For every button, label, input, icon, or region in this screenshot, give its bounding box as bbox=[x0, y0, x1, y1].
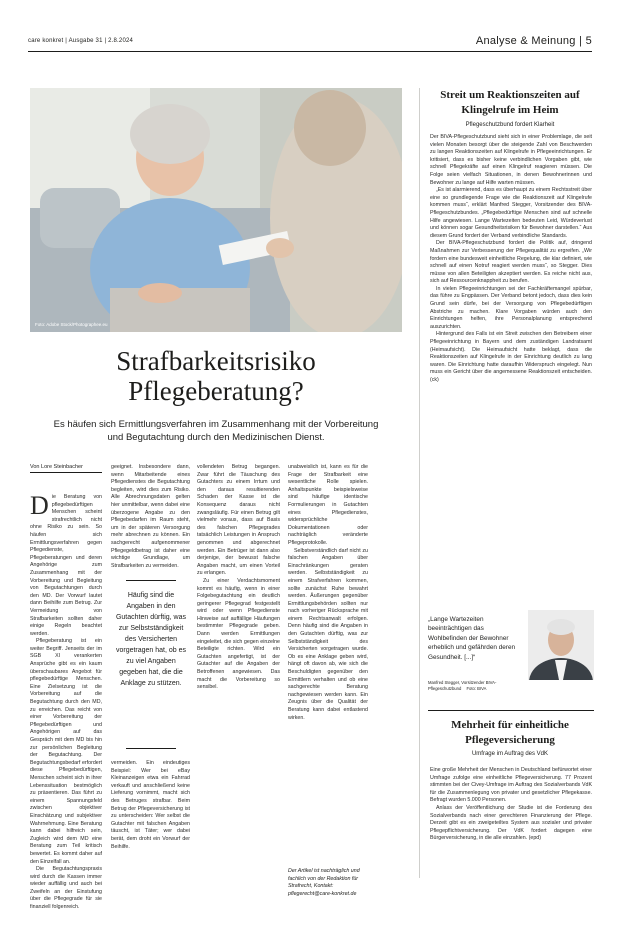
article-column-1 bbox=[30, 491, 102, 912]
headline-line-2: Pflegeberatung? bbox=[128, 376, 304, 406]
paragraph: Die Begutachtungspraxis wird durch die Kassen immer wieder auffällig und auch bei Zweifeln an der Einstufung über die Pflegegrade für sie finanziell folgenreich. bbox=[30, 866, 102, 911]
pullquote: Häufig sind die Angaben in den Gutachten dürftig, was zur Selbstständigkeit des Versicherten vorgetragen hat, ob es zu viel Angaben gegeben hat, die die Anklage zu stützen. bbox=[115, 592, 187, 687]
masthead-issue-info: care konkret | Ausgabe 31 | 2.8.2024 bbox=[28, 38, 134, 44]
paragraph: Der BIVA-Pflegeschutzbund sieht sich in einer Problemlage, die seit vielen Monaten besorgt über die steigende Zahl von Beschwerden zu langen Reaktionszeiten auf Klingelrufe in Pflegeeinrichtungen. Er kritisiert, dass es bisher keine verbindlichen Vorgaben gibt, wie schnell Pflegekräfte auf einen Klingelruf reagieren müssen. Die Folge seien vielfach Situationen, in denen Bewohnerinnen und Bewohner zu lange auf Hilfe warten müssen. bbox=[430, 134, 592, 186]
section-page-label: Analyse & Meinung | 5 bbox=[475, 35, 592, 47]
article-subhead: Es häufen sich Ermittlungsverfahren im Zusammenhang mit der Vorbereitung und Begutachtung durch den Medizinischen Dienst. bbox=[53, 419, 379, 443]
sidebar-1-subheadline: Pflegeschutzbund fordert Klarheit bbox=[465, 122, 555, 128]
paragraph: Pflegeberatung ist ein weiter Begriff. Jenseits der im SGB XI verankerten Ansprüche gibt es ein kaum überschaubares Angebot für pflegebedürftige Menschen. Eine Zielsetzung ist die Vorbereitung auf die Begutachtung durch den MD, zu erreichen. Das reicht von einer Vorbereitung der Pflegebedürftigen und Angehörigen auf das Gespräch mit dem MD bis hin zur persönlichen Begleitung der Begutachtung. Der Begutachtungsbedarf erfordert diese Pflegebedürftigen, Menschen scheint sich in ihrer Lebenssituation bestmöglich zu präsentieren. Das führt zu einem Spannungsfeld zwischen objektiver Einschätzung und subjektiver Wahrnehmung. Eine Beratung kann dabei hilfreich sein, Zugleich wird dem MD eine Beratung zum Teil kritisch bewertet. Es kommt daher auf den Einzelfall an. bbox=[30, 638, 102, 865]
drop-cap: D bbox=[30, 491, 49, 520]
paragraph: Eine große Mehrheit der Menschen in Deutschland befürwortet einer Umfrage zufolge eine einheitliche Pflegeversicherung. 77 Prozent stimmten bei der Civey-Umfrage im Auftrag des Sozialverbands VdK für die Zusammenlegung von privater und gesetzlicher Pflegekasse. Befragt wurden 5.000 Personen. bbox=[430, 767, 592, 804]
paragraph: geeignet. Insbesondere dann, wenn Mitarbeitende eines Pflegedienstes die Begutachtung begleiten, wird dies zum Risiko. Alle Abrechnungsdaten gelten hier unmittelbar, wenn dabei eine überzogene Angabe zu den Pflegebedarfen im Raum steht, um in der späteren Versorgung mehr abrechnen zu können. Ein sachgerecht aufgenommener Pflegegeldbetrag ist daher eine wichtige Grundlage, um Strafbarkeiten zu vermeiden. bbox=[111, 464, 190, 569]
paragraph: Hintergrund des Falls ist ein Streit zwischen den Betreibern einer Pflegeeinrichtung in Bayern und dem zuständigen Landratsamt (Heimaufsicht). Die Heimaufsicht hatte beklagt, dass die Reaktionszeiten auf Klingelrufe in der Einrichtung deutlich zu lang waren. Die Einrichtung hatte daraufhin Widerspruch eingelegt. Nun muss ein Gericht über die angemessene Reaktionszeit entscheiden. (ck) bbox=[430, 331, 592, 383]
paragraph: Anlass der Veröffentlichung der Studie ist die Forderung des Sozialverbands nach einer gerechteren Finanzierung der Pflege. Derzeit gibt es ein zweigeteiltes System aus sozialer und privater Pflegepflichtversicherung. Der VdK fordert dagegen eine Bürgerversicherung, in die alle einzahlen. (epd) bbox=[430, 804, 592, 842]
article-column-2 bbox=[111, 464, 190, 576]
sidebar-2-body bbox=[430, 767, 592, 843]
header-divider bbox=[28, 51, 592, 52]
article-column-2-continued bbox=[111, 760, 190, 851]
paragraph: ie Beratung von pflegebedürftigen Menschen scheint strafrechtlich nicht ohne Risiko zu sein. So häufen sich Ermittlungsverfahren gegen Pflegedienste, Pflegeberatungen und deren Angehörige zum Zusammenhang mit der Vorbereitung und Begleitung von Begutachtungen durch den MD. Der Vorwurf lautet dann Beihilfe zum Betrug. Zur Vermeidung von Strafbarkeiten sollten daher einige Regeln beachtet werden. bbox=[30, 494, 102, 637]
article-column-3 bbox=[197, 464, 280, 692]
quote-box-divider bbox=[428, 710, 594, 711]
paragraph: „Es ist alarmierend, dass es überhaupt zu einem Rechtsstreit über eine so grundlegende Frage wie die Reaktionszeit auf Klingelrufe kommen muss“, erklärt Manfred Stegger, Vorsitzender des BIVA-Pflegeschutzbundes. „Pflegebedürftige Menschen sind auf schnelle Hilfe angewiesen. Lange Wartezeiten bedeuten Leid, Würdeverlust und können sogar Gesundheitsrisiken für Bewohner darstellen.“ Aus diesem Grund fordert der Verband verbindliche Standards. bbox=[430, 187, 592, 239]
article-byline: Von Lore Steinbacher bbox=[30, 464, 102, 473]
paragraph: In vielen Pflegeeinrichtungen sei der Fachkräftemangel spürbar, das führe zu Engpässen. Der Verband betont jedoch, dass dies kein Grund sein dürfe, bei der Versorgung von Pflegebedürftigen Abstriche zu machen. Klare Vorgaben würden auch den Einrichtungen helfen, ihre Personalplanung entsprechend auszurichten. bbox=[430, 285, 592, 330]
portrait-illustration bbox=[528, 610, 594, 680]
paragraph: Selbstverständlich darf nicht zu falschen Angaben über Einschränkungen geraten werden. Selbstständigkeit zu einem Strafverfahren kommen, sollte zunächst Ruhe bewahrt werden. Äußerungen gegenüber Ermittlungsbehörden sollten nur nach vorheriger Rücksprache mit einem Rechtsanwalt erfolgen. Denn häufig sind die Angaben in den Gutachten dürftig, was zur Selbstständigkeit des Versicherten vorgetragen wurde. Ob es eine Anklage geben wird, hängt oft davon ab, wie sich die Beschuldigten gegenüber den Ermittlern verhalten und ob eine sachgerechte Beratung nachgewiesen werden kann. Ein Zeugnis über die Qualität der Beratung kann dabei entlastend wirken. bbox=[288, 547, 368, 721]
paragraph: Der BIVA-Pflegeschutzbund fordert die Politik auf, dringend Maßnahmen zur Verbesserung der Pflegequalität zu ergreifen. „Wir fordern eine bundesweit einheitliche Regelung, die klar definiert, wie schnell auf einen Notruf reagiert werden muss“, so Stegger. Dies müsse von allen Beteiligten akzeptiert werden. Es reiche nicht aus, sich auf Ressourcenknappheit zu berufen. bbox=[430, 240, 592, 285]
paragraph: vollendeten Betrug begangen. Zwar führt die Täuschung des Gutachters zu einem Irrtum und den daraus resultierenden Schaden der Kasse ist die Konsequenz daraus nicht zwangsläufig. Für einen Betrug gilt vielmehr voraus, dass auf Basis des falschen Pflegegrades tatsächlich Leistungen in Anspruch genommen und abgerechnet werden. Ein Betrüger ist dann also derjenige, der bewusst falsche Angaben macht, um einen Vorteil zu erlangen. bbox=[197, 464, 280, 577]
article-author-note: Der Artikel ist nachträglich und fachlich von der Redaktion für Strafrecht, Kontakt: pflegerecht@care-konkret.de bbox=[288, 868, 360, 897]
sidebar-1-headline: Streit um Reaktionszeiten auf Klingelrufe im Heim bbox=[440, 89, 580, 116]
pullquote-rule-bottom bbox=[126, 748, 176, 749]
sidebar-divider bbox=[419, 88, 420, 878]
article-photo bbox=[30, 88, 402, 332]
article-headline bbox=[30, 346, 402, 406]
quote-author: Manfred Stegger, Vorsitzender BIVA-Pflegeschutzbund bbox=[428, 680, 497, 691]
paragraph: Zu einer Verdachtsmoment kommt es häufig, wenn in einer Folgebegutachtung ein deutlich geringerer Pflegegrad festgestellt wird oder wenn Pflegedienste Hinweise auf auffällige Häufungen bestimmter Pflegegrade geben. Dann werden Ermittlungen eingeleitet, die sich gegen einzelne Beteiligte richten. Wird ein Gutachten angefertigt, ist der Gutachter auf die Angaben der Betroffenen angewiesen. Das macht die Vorbereitung so sensibel. bbox=[197, 577, 280, 691]
pullquote-rule-top bbox=[126, 580, 176, 581]
quote-box bbox=[428, 610, 594, 704]
sidebar-2-subheadline: Umfrage im Auftrag des VdK bbox=[471, 751, 549, 757]
paragraph: vermeiden. Ein eindeutiges Beispiel: Wer bei eBay Kleinanzeigen etwa ein Fahrrad verkauft und anschließend keine Lieferung vornimmt, macht sich des Betruges strafbar. Beim Betrug der Pflegeversicherung ist zu unterscheiden: Wer selbst die Gutachter mit falschen Angaben täuscht, ist Täter; wer dabei berät, dem droht ein Vorwurf der Beihilfe. bbox=[111, 760, 190, 850]
quote-text: „Lange Wartezeiten beeinträchtigen das Wohlbefinden der Bewohner erheblich und gefährden deren Gesundheit. [...]“ bbox=[428, 616, 516, 661]
quote-attribution bbox=[428, 680, 528, 691]
photo-illustration bbox=[30, 88, 402, 332]
article-column-4 bbox=[288, 464, 368, 722]
sidebar-1-body bbox=[430, 134, 592, 385]
paragraph: unabweislich ist, kann es für die Frage der Strafbarkeit eine wesentliche Rolle spielen. Anhaltspunkte beispielsweise sind häufige identische Formulierungen in Gutachten eines Pflegedienstes, widersprüchliche Dokumentationen oder nachträglich veränderte Pflegeprotokolle. bbox=[288, 464, 368, 546]
headline-line-1: Strafbarkeitsrisiko bbox=[116, 346, 316, 376]
sidebar-2-headline: Mehrheit für einheitliche Pflegeversicherung bbox=[451, 719, 569, 746]
portrait-photo bbox=[528, 610, 594, 680]
photo-credit: Foto: Adobe Stock/Photographee.eu bbox=[35, 322, 108, 327]
quote-photo-credit: Foto: BIVA bbox=[466, 685, 487, 691]
